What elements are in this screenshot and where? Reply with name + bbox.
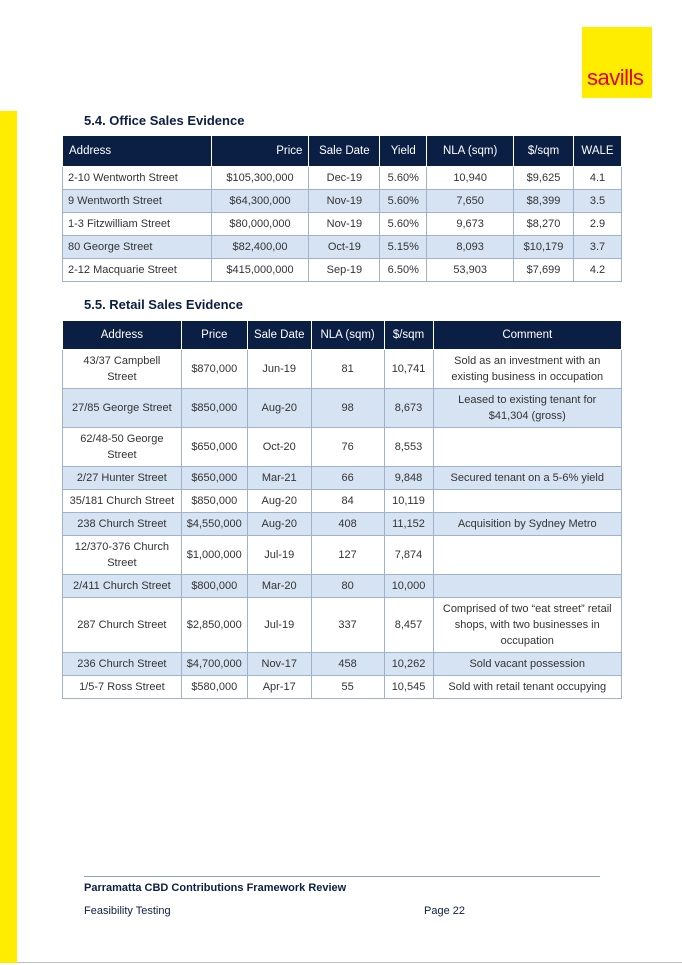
table-cell: Aug-20 xyxy=(247,513,311,536)
table-cell: Oct-19 xyxy=(309,236,380,259)
column-header: $/sqm xyxy=(384,321,433,350)
table-cell: $580,000 xyxy=(181,676,247,699)
table-row xyxy=(63,190,622,213)
table-cell xyxy=(433,575,622,598)
table-row xyxy=(63,513,622,536)
table-cell: Apr-17 xyxy=(247,676,311,699)
table-cell: 2-10 Wentworth Street xyxy=(63,167,212,190)
page-number: Page 22 xyxy=(424,905,465,917)
table-cell: $650,000 xyxy=(181,428,247,467)
table-row xyxy=(63,167,622,190)
savills-logo xyxy=(582,27,652,98)
table-row xyxy=(63,259,622,282)
table-cell: Oct-20 xyxy=(247,428,311,467)
table-cell: 337 xyxy=(311,598,384,653)
table-cell: 236 Church Street xyxy=(63,653,182,676)
table-cell: $415,000,000 xyxy=(211,259,309,282)
table-cell: 8,673 xyxy=(384,389,433,428)
table-cell: 7,874 xyxy=(384,536,433,575)
table-cell: 76 xyxy=(311,428,384,467)
logo-text: savills xyxy=(587,65,644,90)
table-cell: $850,000 xyxy=(181,490,247,513)
column-header: Price xyxy=(211,136,309,167)
table-cell: Nov-17 xyxy=(247,653,311,676)
column-header: Yield xyxy=(380,136,427,167)
footer-report-title: Parramatta CBD Contributions Framework Review xyxy=(84,882,347,894)
table-cell: Jul-19 xyxy=(247,598,311,653)
table-cell xyxy=(433,536,622,575)
table-cell: $2,850,000 xyxy=(181,598,247,653)
table-row xyxy=(63,213,622,236)
table-row xyxy=(63,536,622,575)
table-cell: 2/27 Hunter Street xyxy=(63,467,182,490)
table-cell: 66 xyxy=(311,467,384,490)
table-cell: 6.50% xyxy=(380,259,427,282)
table-row xyxy=(63,490,622,513)
table-cell: 10,119 xyxy=(384,490,433,513)
table-cell: 458 xyxy=(311,653,384,676)
table-cell: 35/181 Church Street xyxy=(63,490,182,513)
table-cell: 2.9 xyxy=(573,213,621,236)
table-cell: $850,000 xyxy=(181,389,247,428)
table-cell: Jun-19 xyxy=(247,350,311,389)
table-cell: 5.60% xyxy=(380,213,427,236)
table-cell: 12/370-376 Church Street xyxy=(63,536,182,575)
table-cell: $64,300,000 xyxy=(211,190,309,213)
table-cell: 11,152 xyxy=(384,513,433,536)
table-cell: $80,000,000 xyxy=(211,213,309,236)
table-cell: Acquisition by Sydney Metro xyxy=(433,513,622,536)
table-cell: 5.15% xyxy=(380,236,427,259)
table-row xyxy=(63,350,622,389)
table-cell: 9,848 xyxy=(384,467,433,490)
table-cell: 27/85 George Street xyxy=(63,389,182,428)
table-cell: 2/411 Church Street xyxy=(63,575,182,598)
table-cell: $9,625 xyxy=(514,167,574,190)
column-header: Sale Date xyxy=(247,321,311,350)
column-header: Address xyxy=(63,136,212,167)
table-cell: Aug-20 xyxy=(247,490,311,513)
table-cell: $1,000,000 xyxy=(181,536,247,575)
table-header-row xyxy=(63,321,622,350)
footer-divider xyxy=(84,876,600,877)
table-cell: 8,093 xyxy=(427,236,514,259)
table-cell: $10,179 xyxy=(514,236,574,259)
table-row xyxy=(63,428,622,467)
table-cell: 5.60% xyxy=(380,167,427,190)
table-cell: 5.60% xyxy=(380,190,427,213)
table-cell: 2-12 Macquarie Street xyxy=(63,259,212,282)
table-cell: 10,741 xyxy=(384,350,433,389)
table-cell: 10,545 xyxy=(384,676,433,699)
table-cell: Nov-19 xyxy=(309,190,380,213)
table-cell: $870,000 xyxy=(181,350,247,389)
table-cell: 62/48-50 George Street xyxy=(63,428,182,467)
table-cell: 3.7 xyxy=(573,236,621,259)
table-cell: $105,300,000 xyxy=(211,167,309,190)
table-cell: Mar-21 xyxy=(247,467,311,490)
table-cell: 10,940 xyxy=(427,167,514,190)
table-cell: $8,270 xyxy=(514,213,574,236)
column-header: NLA (sqm) xyxy=(427,136,514,167)
column-header: NLA (sqm) xyxy=(311,321,384,350)
table-cell: 81 xyxy=(311,350,384,389)
table-cell: 80 George Street xyxy=(63,236,212,259)
table-row xyxy=(63,467,622,490)
table-cell: Aug-20 xyxy=(247,389,311,428)
table-cell: Secured tenant on a 5-6% yield xyxy=(433,467,622,490)
column-header: WALE xyxy=(573,136,621,167)
retail-section-title: 5.5. Retail Sales Evidence xyxy=(84,297,243,312)
table-cell: 9,673 xyxy=(427,213,514,236)
table-cell: $4,550,000 xyxy=(181,513,247,536)
table-cell: 238 Church Street xyxy=(63,513,182,536)
table-cell: Sold as an investment with an existing business in occupation xyxy=(433,350,622,389)
table-cell: 8,553 xyxy=(384,428,433,467)
table-cell: 53,903 xyxy=(427,259,514,282)
table-cell: Comprised of two “eat street” retail shops, with two businesses in occupation xyxy=(433,598,622,653)
table-cell: 80 xyxy=(311,575,384,598)
table-cell: $4,700,000 xyxy=(181,653,247,676)
column-header: $/sqm xyxy=(514,136,574,167)
footer-section-name: Feasibility Testing xyxy=(84,905,171,917)
table-cell: Nov-19 xyxy=(309,213,380,236)
table-cell: 1-3 Fitzwilliam Street xyxy=(63,213,212,236)
table-cell: Sep-19 xyxy=(309,259,380,282)
table-cell: Leased to existing tenant for $41,304 (gross) xyxy=(433,389,622,428)
table-cell: 4.1 xyxy=(573,167,621,190)
table-cell: Jul-19 xyxy=(247,536,311,575)
table-header-row xyxy=(63,136,622,167)
table-row xyxy=(63,389,622,428)
table-row xyxy=(63,676,622,699)
brand-side-bar xyxy=(0,111,17,963)
table-cell: 127 xyxy=(311,536,384,575)
column-header: Address xyxy=(63,321,182,350)
table-cell: 408 xyxy=(311,513,384,536)
table-cell: Dec-19 xyxy=(309,167,380,190)
table-row xyxy=(63,598,622,653)
table-cell: Sold with retail tenant occupying xyxy=(433,676,622,699)
table-cell: 287 Church Street xyxy=(63,598,182,653)
table-cell: Sold vacant possession xyxy=(433,653,622,676)
table-cell: 98 xyxy=(311,389,384,428)
table-cell: $8,399 xyxy=(514,190,574,213)
office-section-title: 5.4. Office Sales Evidence xyxy=(84,113,245,128)
column-header: Sale Date xyxy=(309,136,380,167)
table-cell: 43/37 Campbell Street xyxy=(63,350,182,389)
table-row xyxy=(63,653,622,676)
table-cell xyxy=(433,428,622,467)
table-cell: 4.2 xyxy=(573,259,621,282)
table-cell: 10,262 xyxy=(384,653,433,676)
table-cell: Mar-20 xyxy=(247,575,311,598)
table-cell: $82,400,00 xyxy=(211,236,309,259)
table-cell: 55 xyxy=(311,676,384,699)
office-sales-table xyxy=(62,136,622,282)
table-cell: 10,000 xyxy=(384,575,433,598)
table-cell: 7,650 xyxy=(427,190,514,213)
column-header: Comment xyxy=(433,321,622,350)
table-row xyxy=(63,575,622,598)
table-cell: 9 Wentworth Street xyxy=(63,190,212,213)
table-cell: 3.5 xyxy=(573,190,621,213)
table-cell: 8,457 xyxy=(384,598,433,653)
table-cell: 84 xyxy=(311,490,384,513)
table-cell: 1/5-7 Ross Street xyxy=(63,676,182,699)
table-cell xyxy=(433,490,622,513)
table-cell: $800,000 xyxy=(181,575,247,598)
table-cell: $650,000 xyxy=(181,467,247,490)
table-row xyxy=(63,236,622,259)
column-header: Price xyxy=(181,321,247,350)
table-cell: $7,699 xyxy=(514,259,574,282)
retail-sales-table xyxy=(62,321,622,699)
